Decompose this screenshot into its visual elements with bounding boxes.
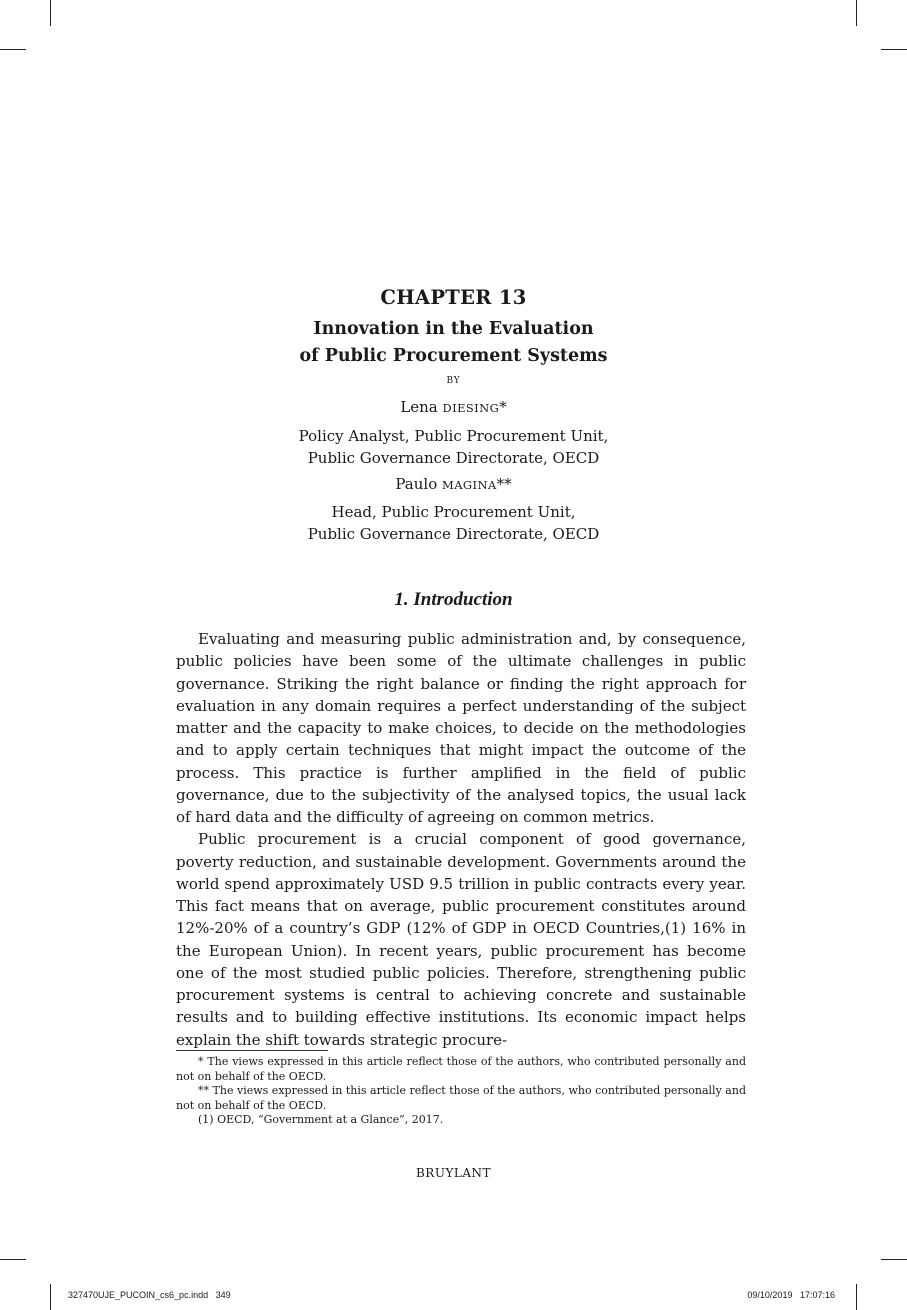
crop-mark-top-left-horizontal — [0, 49, 26, 50]
author-2-footnote-marker: ** — [496, 475, 512, 493]
crop-mark-top-right-horizontal — [881, 49, 907, 50]
author-1-footnote-marker: * — [499, 398, 507, 416]
author-1-name — [0, 398, 907, 416]
author-2-affiliation-line-2: Public Governance Directorate, OECD — [307, 525, 600, 543]
publisher-name: BRUYLANT — [415, 1166, 492, 1180]
body-text — [176, 628, 746, 1051]
chapter-title — [0, 316, 907, 370]
author-1-last-name: DIESING — [442, 401, 500, 415]
crop-mark-bottom-left-horizontal — [0, 1259, 26, 1260]
author-2-affiliation-line-1: Head, Public Procurement Unit, — [331, 503, 576, 521]
chapter-title-line-2: of Public Procurement Systems — [299, 346, 608, 366]
chapter-title-line-1: Innovation in the Evaluation — [313, 319, 594, 339]
author-1-affiliation-line-1: Policy Analyst, Public Procurement Unit, — [298, 427, 609, 445]
footnotes — [176, 1055, 746, 1128]
section-heading: 1. Introduction — [394, 589, 513, 610]
footnote-2: ** The views expressed in this article reflect those of the authors, who contributed personally and not on behalf of the OECD. — [176, 1084, 746, 1112]
crop-mark-bottom-left-vertical — [50, 1284, 51, 1310]
slug-file-info: 327470UJE_PUCOIN_cs6_pc.indd 349 — [68, 1290, 231, 1300]
author-2-name — [0, 475, 907, 493]
author-2-affiliation — [0, 501, 907, 545]
paragraph-2: Public procurement is a crucial component of good governance, poverty reduction, and sustainable development. Governments around the world spend approximately USD 9.5 trillion in public contracts every year. This fact means that on average, public procurement constitutes around 12%-20% of a country’s GDP (12% of GDP in OECD Countries,(1) 16% in the European Union). In recent years, public procurement has become one of the most studied public policies. Therefore, strengthening public procurement systems is central to achieving concrete and sustainable results and to building effective institutions. Its economic impact helps explain the shift towards strategic procure- — [176, 830, 746, 1049]
footnote-rule — [176, 1050, 328, 1051]
crop-mark-top-left-vertical — [50, 0, 51, 26]
crop-mark-bottom-right-vertical — [856, 1284, 857, 1310]
footnote-3: (1) OECD, “Government at a Glance”, 2017. — [198, 1113, 444, 1126]
author-1-first-name: Lena — [400, 398, 438, 416]
crop-mark-top-right-vertical — [856, 0, 857, 26]
author-1-affiliation — [0, 425, 907, 469]
footnote-1: * The views expressed in this article reflect those of the authors, who contributed personally and not on behalf of the OECD. — [176, 1055, 746, 1083]
chapter-label: CHAPTER 13 — [380, 286, 527, 309]
crop-mark-bottom-right-horizontal — [881, 1259, 907, 1260]
author-2-first-name: Paulo — [395, 475, 438, 493]
author-1-affiliation-line-2: Public Governance Directorate, OECD — [307, 449, 600, 467]
paragraph-1: Evaluating and measuring public administration and, by consequence, public policies have been some of the ultimate challenges in public governance. Striking the right balance or finding the right approach for evaluation in any domain requires a perfect understanding of the subject matter and the capacity to make choices, to decide on the methodologies and to apply certain techniques that might impact the outcome of the process. This practice is further amplified in the field of public governance, due to the subjectivity of the analysed topics, the usual lack of hard data and the difficulty of agreeing on common metrics. — [176, 630, 746, 826]
by-label: BY — [446, 376, 461, 386]
slug-timestamp: 09/10/2019 17:07:16 — [747, 1290, 835, 1300]
author-2-last-name: MAGINA — [442, 478, 497, 492]
